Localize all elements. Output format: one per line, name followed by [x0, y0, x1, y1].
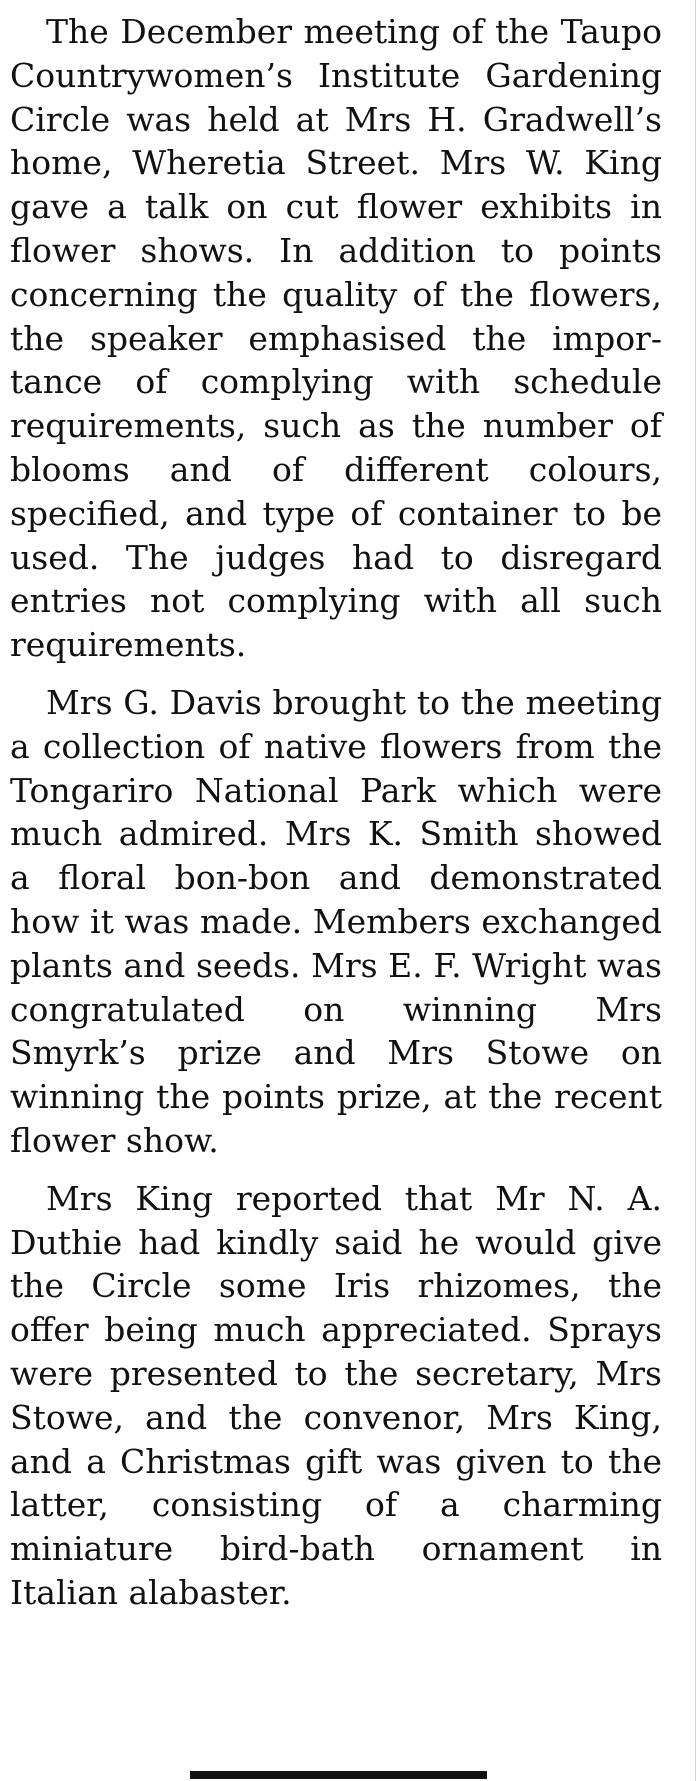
paragraph-presentations: Mrs King reported that Mr N. A. Duthie had kindly said he would give the Circle some Iris rhizomes, the offer being much appreciated. Sprays were presented to the secretary, Mrs Stowe, and the convenor, Mrs King, and a Christmas gift was given to the latter, consisting of a charming miniature bird-bath ornament in Italian alabaster.: [10, 1178, 662, 1612]
paragraph-meeting-report: The December meeting of the Taupo Countrywomen’s Institute Gardening Circle was held at Mrs H. Gradwell’s home, Wheretia Street. Mrs W. King gave a talk on cut flower exhibits in flower shows. In addition to points concerning the quality of the flowers, the speaker emphasised the importance of complying with schedule requirements, such as the number of blooms and of different colours, specified, and type of container to be used. The judges had to disregard entries not complying with all such requirements.: [10, 12, 662, 665]
paragraph-native-flowers: Mrs G. Davis brought to the meeting a collection of native flowers from the Tongariro National Park which were much admired. Mrs K. Smith showed a floral bon-bon and demonstrated how it was made. Members exchanged plants and seeds. Mrs E. F. Wright was congratulated on winning Mrs Smyrk’s prize and Mrs Stowe on winning the points prize, at the recent flower show.: [10, 682, 662, 1160]
column-end-rule: [190, 1771, 487, 1779]
column-edge-line: [695, 0, 696, 1781]
article-body: [10, 10, 662, 1615]
